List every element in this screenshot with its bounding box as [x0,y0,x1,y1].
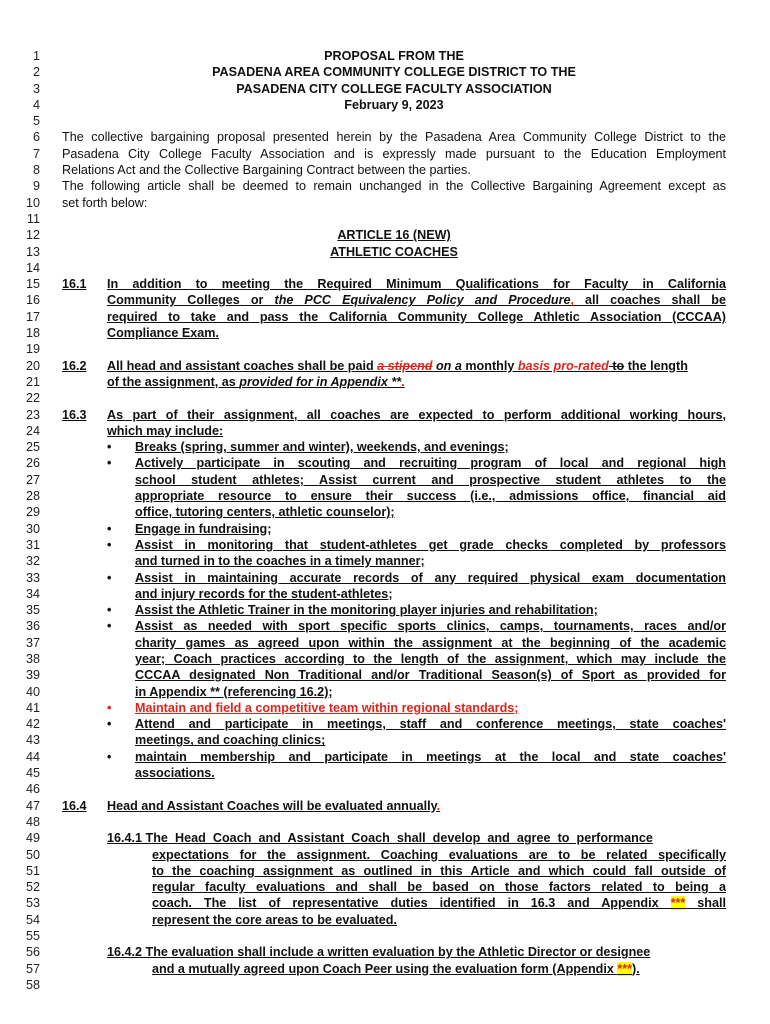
line-number: 24 [25,423,40,438]
red-edit-text-run: basis pro-rated [517,358,609,373]
line-number: 51 [25,863,40,878]
intro-line-2: Pasadena City College Faculty Association and is expressly made pursuant to the Education Employment [62,146,726,161]
line-number: 37 [25,635,40,650]
subsection-text: The Head Coach and Assistant Coach shall develop and agree to performance [145,831,653,846]
list-item-text: and turned in to the coaches in a timely manner; [135,554,425,569]
red-edit-mark: , [570,293,574,308]
text-run: Community Colleges or [107,293,275,308]
section-text-line: As part of their assignment, all coaches are expected to perform additional working hours, [107,407,726,422]
line-number: 16 [25,293,40,308]
text-run: all coaches shall be [574,293,726,308]
blank-line [62,977,726,993]
line-number: 19 [25,342,40,357]
bullet-icon: • [107,619,112,634]
subsection-text: represent the core areas to be evaluated. [152,912,397,927]
list-item [107,521,726,537]
line-number: 46 [25,782,40,797]
article-subtitle: ATHLETIC COACHES [330,244,458,259]
text-run: coach. The list of representative duties identified in 16.3 and Appendix [152,896,671,911]
section-number: 16.1 [62,277,87,292]
list-item-text: Engage in fundraising; [135,521,272,536]
line-number: 36 [25,619,40,634]
line-number: 20 [25,358,40,373]
bullet-icon: • [107,749,112,764]
subsection-line [107,912,726,928]
subsection-line [107,879,726,895]
blank-line [62,781,726,797]
bullet-icon: • [107,717,112,732]
list-item-text: Attend and participate in meetings, staff and conference meetings, state coaches' [135,717,726,732]
line-number: 1 [32,49,40,63]
line-number: 57 [25,961,40,976]
article-title: ARTICLE 16 (NEW) [337,228,451,243]
line-number: 35 [25,603,40,618]
bullet-icon: • [107,570,112,585]
list-item-cont [107,765,726,781]
line-number: 49 [25,831,40,846]
line-number: 11 [26,211,40,226]
subsection-text: regular faculty evaluations and shall be based on those factors related to being a [152,880,726,895]
blank-line [62,260,726,276]
line-number: 23 [25,407,40,422]
line-number: 54 [25,912,40,927]
list-item [107,439,726,455]
subsection-line [107,895,726,911]
section-text-line: Compliance Exam. [107,326,219,341]
list-item-text: Assist in monitoring that student-athletes get grade checks completed by professors [135,537,726,552]
section-number: 16.3 [62,407,87,422]
italic-text-run: on a [432,358,462,373]
line-number: 48 [25,814,40,829]
blank-line [62,390,726,406]
list-item [107,749,726,765]
line-number: 6 [32,130,40,145]
list-item [107,716,726,732]
line-number: 33 [25,570,40,585]
list-item-text: school student athletes; Assist current and prospective student athletes to the [135,472,726,487]
line-number: 3 [32,81,40,96]
section-number: 16.4 [62,798,87,813]
line-number: 42 [25,717,40,732]
subsection-line [107,863,726,879]
line-number: 29 [25,505,40,520]
bullet-icon: • [107,700,112,715]
highlighted-placeholder: *** [617,961,633,976]
deleted-text-run: to [608,358,625,373]
section-16-3-line-2 [62,423,726,439]
blank-line [62,928,726,944]
section-16-1-line-4 [62,325,726,341]
list-item-cont [107,472,726,488]
list-item [107,537,726,553]
section-16-2 [62,358,726,374]
list-item-cont [107,667,726,683]
line-number: 53 [25,896,40,911]
list-item [107,570,726,586]
line-number: 18 [25,326,40,341]
list-item-text: Breaks (spring, summer and winter), weekends, and evenings; [135,440,509,455]
section-16-3 [62,407,726,423]
line-number: 22 [25,391,40,406]
list-item [107,618,726,634]
section-text-line: In addition to meeting the Required Minimum Qualifications for Faculty in California [107,277,726,292]
line-number: 8 [32,163,40,178]
line-number: 9 [32,179,40,194]
list-item-text: office, tutoring centers, athletic counselor); [135,505,395,520]
line-number: 41 [25,700,40,715]
line-number: 5 [32,114,40,129]
section-text-line [107,798,726,814]
line-number: 39 [25,668,40,683]
section-text-line: required to take and pass the California Community College Athletic Association (CCCAA) [107,309,726,324]
text-run: ). [632,961,640,976]
line-number: 32 [25,554,40,569]
text-run: of the assignment, as [107,374,240,389]
subsection-text: The evaluation shall include a written evaluation by the Athletic Director or designee [145,945,651,960]
list-item-text: maintain membership and participate in meetings at the local and state coaches' [135,749,726,764]
text-run: and a mutually agreed upon Coach Peer using the evaluation form (Appendix [152,961,618,976]
intro-line-3: Relations Act and the Collective Bargaining Contract between the parties. [62,163,471,178]
line-number: 40 [25,684,40,699]
line-number: 21 [25,374,40,389]
list-item-text: year; Coach practices according to the length of the assignment, which may include the [135,651,726,666]
list-item-cont [107,732,726,748]
subsection-text [152,895,726,911]
header-line-2: PASADENA AREA COMMUNITY COLLEGE DISTRICT TO THE [212,65,576,80]
header-line-1: PROPOSAL FROM THE [324,49,464,63]
line-number: 26 [25,456,40,471]
section-text-line [107,358,726,374]
line-number: 45 [25,766,40,781]
italic-text-run: provided for in Appendix ** [239,374,402,389]
highlighted-placeholder: *** [670,896,686,911]
red-edit-mark: . [401,374,405,389]
list-item-text: appropriate resource to ensure their success (i.e., admissions office, financial aid [135,489,726,504]
text-run: All head and assistant coaches shall be paid [107,358,378,373]
list-item [107,455,726,471]
bullet-icon: • [107,537,112,552]
bullet-icon: • [107,456,112,471]
text-run: Head and Assistant Coaches will be evaluated annually [107,798,437,813]
intro-line-1: The collective bargaining proposal presented herein by the Pasadena Area Community College District to the [62,130,726,145]
subsection-number: 16.4.2 [107,945,143,960]
text-run: monthly [461,358,518,373]
line-number: 15 [25,277,40,292]
line-number: 13 [25,244,40,259]
line-number: 25 [25,440,40,455]
list-item-text: in Appendix ** (referencing 16.2); [135,684,333,699]
section-16-1 [62,276,726,292]
line-number: 56 [25,945,40,960]
header-date: February 9, 2023 [344,97,444,112]
line-number: 4 [32,97,40,112]
list-item-text: Actively participate in scouting and recruiting program of local and regional high [135,456,726,471]
intro-line-4: The following article shall be deemed to remain unchanged in the Collective Bargaining Agreement except as [62,179,726,194]
blank-line [62,113,726,129]
line-number: 12 [25,228,40,243]
list-item-cont [107,488,726,504]
line-number: 43 [25,733,40,748]
list-item-text: charity games as agreed upon within the assignment at the beginning of the academic [135,635,726,650]
subsection-16-4-1 [107,830,726,846]
line-number: 30 [25,521,40,536]
deleted-text-run: a stipend [377,358,433,373]
section-number: 16.2 [62,358,87,373]
line-number: 2 [32,65,40,80]
subsection-text [152,961,726,977]
list-item-new [107,700,726,716]
section-text-line [107,292,726,308]
bullet-icon: • [107,521,112,536]
document-body [62,48,726,993]
blank-line [62,341,726,357]
italic-text-run: the PCC Equivalency Policy and Procedure [274,293,571,308]
list-item-cont [107,651,726,667]
section-16-2-line-2 [62,374,726,390]
line-number: 34 [25,586,40,601]
section-16-1-line-3 [62,309,726,325]
list-item-text: Assist the Athletic Trainer in the monitoring player injuries and rehabilitation; [135,603,598,618]
line-number: 44 [25,749,40,764]
list-item-text: Assist in maintaining accurate records of any required physical exam documentation [135,570,726,585]
list-item [107,602,726,618]
list-item-text: meetings, and coaching clinics; [135,733,326,748]
line-number: 17 [25,309,40,324]
list-item-cont [107,586,726,602]
subsection-text: to the coaching assignment as outlined in this Article and which could fall outside of [152,863,726,878]
line-number: 10 [25,195,40,210]
line-number: 28 [25,489,40,504]
list-item-cont [107,553,726,569]
text-run: shall [685,896,727,911]
red-edit-mark: . [436,798,441,813]
list-item-cont [107,684,726,700]
line-number: 47 [25,798,40,813]
line-number: 58 [25,977,40,992]
section-16-1-line-2 [62,292,726,308]
subsection-16-4-2 [107,944,726,960]
list-item-text: and injury records for the student-athletes; [135,586,393,601]
line-number: 38 [25,651,40,666]
line-number: 7 [32,146,40,161]
header-line-3: PASADENA CITY COLLEGE FACULTY ASSOCIATION [236,81,552,96]
intro-line-5: set forth below: [62,195,148,210]
section-text-line: which may include: [107,423,224,438]
list-item-cont [107,635,726,651]
blank-line [62,211,726,227]
line-number: 52 [25,880,40,895]
line-number: 50 [25,847,40,862]
bullet-icon: • [107,440,112,455]
section-text-line [107,374,726,390]
list-item-text: associations. [135,766,215,781]
subsection-line [107,961,726,977]
line-number: 14 [25,260,40,275]
list-item-text: CCCAA designated Non Traditional and/or Traditional Season(s) of Sport as provided for [135,668,726,683]
subsection-text: expectations for the assignment. Coaching evaluations are to be related specifically [152,847,726,862]
bullet-icon: • [107,603,112,618]
line-number: 31 [25,537,40,552]
line-number: 55 [25,929,40,944]
section-16-4 [62,798,726,814]
subsection-line [107,847,726,863]
subsection-number: 16.4.1 [107,831,143,846]
line-number-gutter [0,48,40,993]
list-item-text: Maintain and field a competitive team within regional standards; [135,700,519,715]
line-number: 27 [25,472,40,487]
list-item-text: Assist as needed with sport specific sports clinics, camps, tournaments, races and/or [135,619,726,634]
list-item-cont [107,504,726,520]
text-run: the length [624,358,688,373]
blank-line [62,814,726,830]
